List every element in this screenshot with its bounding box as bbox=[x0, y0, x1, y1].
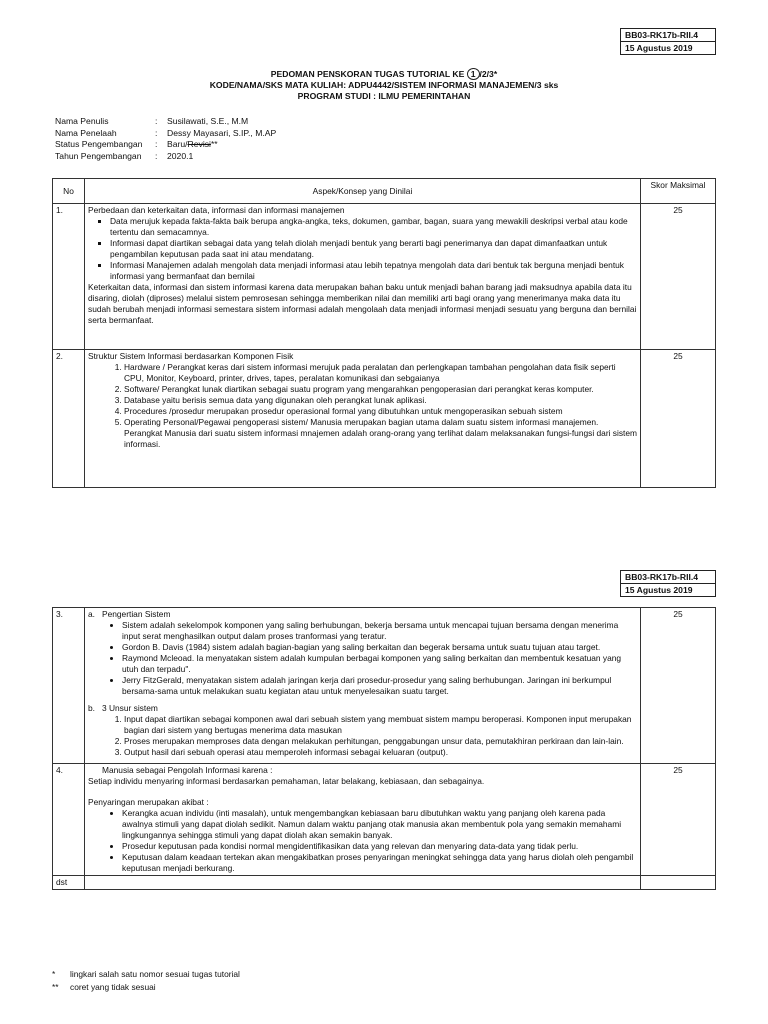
section-a-title: a. Pengertian Sistem bbox=[88, 609, 171, 619]
list-item: 2. Software/ Perangkat lunak diartikan sebagai suatu program yang mengarahkan pengoperasian dari perangkat keras komputer. bbox=[124, 384, 637, 395]
list-item: • Kerangka acuan individu (inti masalah), untuk mengembangkan kebiasaan baru dibutuhkan waktu yang panjang oleh karena pada awalnya stimuli yang dapat diolah sedikit. Namun dalam waktu panjang otak manusia akan membentuk pola yang semakin memahami lingkungannya sehingga stimuli yang dapat diolah akan semakin banyak. bbox=[122, 808, 637, 841]
meta-row-author: Nama Penulis : Susilawati, S.E., M.M bbox=[55, 116, 249, 126]
row-number: 2. bbox=[53, 350, 85, 488]
list-item: 3. Output hasil dari sebuah operasi atau memperoleh informasi sebagai keluaran (output). bbox=[124, 747, 637, 758]
header-no: No bbox=[53, 179, 85, 204]
circled-number: 1 bbox=[467, 68, 480, 80]
meta-row-status: Status Pengembangan : Baru/ Revisi ** bbox=[55, 139, 218, 149]
table-row-dst bbox=[53, 876, 716, 890]
row-title: Manusia sebagai Pengolah Informasi karena : bbox=[102, 765, 273, 775]
row-content bbox=[85, 608, 641, 764]
struck-option: Revisi bbox=[187, 139, 211, 149]
list-item: • Jerry FitzGerald, menyatakan sistem adalah jaringan kerja dari prosedur-prosedur yang saling berhubungan. Jaringan ini berkumpul bersama-sama untuk melakukan suatu kegiatan atau untuk menyelesaikan suatu target. bbox=[122, 675, 637, 697]
row-content bbox=[85, 204, 641, 350]
row-score: 25 bbox=[641, 608, 716, 764]
title-line-3: PROGRAM STUDI : ILMU PEMERINTAHAN bbox=[297, 91, 471, 101]
list-item: 5. Operating Personal/Pegawai pengoperasi sistem/ Manusia merupakan bagian utama dalam suatu sistem informasi manajemen. Perangkat Manusia dari suatu sistem informasi mnajemen adalah orang-orang yang terlihat dalam melaksanakan fungsi-fungsi dari sistem informasi. bbox=[124, 417, 637, 450]
document-code-box bbox=[620, 28, 716, 55]
section-b-title: b. 3 Unsur sistem bbox=[88, 703, 158, 713]
bullet-list bbox=[88, 620, 637, 697]
row-score: 25 bbox=[641, 764, 716, 876]
page-title bbox=[0, 68, 768, 102]
list-item: ▪ Informasi dapat diartikan sebagai data yang telah diolah menjadi bentuk yang berarti bagi penerimanya dan dapat dimanfaatkan untuk pengambilan keputusan pada saat ini atau mendatang. bbox=[110, 238, 637, 260]
list-item: • Keputusan dalam keadaan tertekan akan mengakibatkan proses penyaringan meningkat sehingga data yang harus diolah oleh pengambil keputusan menjadi berkurang. bbox=[122, 852, 637, 874]
title-line-1: PEDOMAN PENSKORAN TUGAS TUTORIAL KE 1 /2/3* bbox=[270, 69, 498, 79]
footnotes bbox=[52, 968, 240, 994]
row-content bbox=[85, 350, 641, 488]
list-item: 1. Hardware / Perangkat keras dari sistem informasi merujuk pada peralatan dan perlengkapan tambahan pengolahan data fisik seperti CPU, Monitor, Keyboard, printer, drives, tapes, peralatan komunikasi dan sebgaianya bbox=[124, 362, 637, 384]
bullet-list bbox=[88, 216, 637, 282]
doc-date: 15 Agustus 2019 bbox=[621, 42, 716, 55]
row-score: 25 bbox=[641, 350, 716, 488]
doc-date: 15 Agustus 2019 bbox=[621, 584, 716, 597]
list-item: 3. Database yaitu berisis semua data yang digunakan oleh perangkat lunak aplikasi. bbox=[124, 395, 637, 406]
list-item: ▪ Data merujuk kepada fakta-fakta baik berupa angka-angka, teks, dokumen, gambar, bagan, suara yang mewakili deskripsi verbal atau kode tertentu dan semacamnya. bbox=[110, 216, 637, 238]
list-item: 4. Procedures /prosedur merupakan prosedur operasional formal yang dibutuhkan untuk mengoperasikan sebuah sistem bbox=[124, 406, 637, 417]
list-item: 1. Input dapat diartikan sebagai komponen awal dari sebuah sistem yang membuat sistem mampu beroperasi. Komponen input merupakan bagian dari sistem yang bertugas menerima data masukan bbox=[124, 714, 637, 736]
meta-row-year: Tahun Pengembangan : 2020.1 bbox=[55, 150, 194, 161]
page-gap bbox=[0, 500, 768, 556]
table-row-3 bbox=[53, 608, 716, 764]
document-code-box bbox=[620, 570, 716, 597]
row-line: Setiap individu menyaring informasi berdasarkan pemahaman, latar belakang, kebiasaan, dan sebagainya. bbox=[88, 776, 485, 786]
row-number: 1. bbox=[53, 204, 85, 350]
numbered-list bbox=[88, 362, 637, 450]
table-row-4 bbox=[53, 764, 716, 876]
doc-code: BB03-RK17b-RII.4 bbox=[621, 29, 716, 42]
row-number: 3. bbox=[53, 608, 85, 764]
page-2 bbox=[0, 556, 768, 1024]
list-item: • Gordon B. Davis (1984) sistem adalah bagian-bagian yang saling berkaitan dan begerak bersama untuk suatu tujuan atau target. bbox=[122, 642, 637, 653]
doc-code: BB03-RK17b-RII.4 bbox=[621, 571, 716, 584]
scoring-table-1 bbox=[52, 178, 716, 488]
row-score: 25 bbox=[641, 204, 716, 350]
footnote: ** coret yang tidak sesuai bbox=[52, 982, 156, 992]
row-content bbox=[85, 764, 641, 876]
row-title: Struktur Sistem Informasi berdasarkan Komponen Fisik bbox=[88, 351, 294, 361]
header-aspek: Aspek/Konsep yang Dinilai bbox=[85, 179, 641, 204]
header-skor: Skor Maksimal bbox=[641, 179, 716, 204]
scoring-table-2 bbox=[52, 607, 716, 890]
footnote: * lingkari salah satu nomor sesuai tugas tutorial bbox=[52, 969, 240, 979]
numbered-list bbox=[88, 714, 637, 758]
row-paragraph: Keterkaitan data, informasi dan sistem informasi karena data merupakan bahan baku untuk menjadi bahan barang jadi maksudnya apabila data itu disaring, diolah (diproses) melalui sistem pemrosesan sehingga memberikan nilai dan memiliki arti bagi orang yang menerimanya maka data itu sudah berubah menjadi informasi semestara sistem informasi adalah mengolaah data menjadi informasi menjadi sesuatu yang berguna dan bernilai serta bermanfaat. bbox=[88, 282, 637, 325]
row-content bbox=[85, 876, 641, 890]
meta-row-reviewer: Nama Penelaah : Dessy Mayasari, S.IP., M.AP bbox=[55, 127, 277, 138]
page-1 bbox=[0, 0, 768, 500]
row-title: Perbedaan dan keterkaitan data, informasi dan informasi manajemen bbox=[88, 205, 345, 215]
meta-info bbox=[55, 116, 276, 162]
title-line-2: KODE/NAMA/SKS MATA KULIAH: ADPU4442/SISTEM INFORMASI MANAJEMEN/3 sks bbox=[209, 80, 559, 90]
bullet-list bbox=[88, 808, 637, 874]
list-item: • Sistem adalah sekelompok komponen yang saling berhubungan, bekerja bersama untuk mencapai tujuan bersama dengan menerima input serat menghasilkan output dalam proses tranformasi yang teratur. bbox=[122, 620, 637, 642]
list-item: 2. Proses merupakan memproses data dengan melakukan perhitungan, penggabungan unsur data, pemutakhiran perkiraan dan lain-lain. bbox=[124, 736, 637, 747]
list-item: ▪ Informasi Manajemen adalah mengolah data menjadi informasi atau lebih tepatnya mengolah data dari bentuk tak berguna menjadi bentuk informasi yang bermanfaat dan bernilai bbox=[110, 260, 637, 282]
sub-title: Penyaringan merupakan akibat : bbox=[88, 797, 209, 807]
table-row-2 bbox=[53, 350, 716, 488]
row-number: 4. bbox=[53, 764, 85, 876]
list-item: • Raymond Mcleoad. Ia menyatakan sistem adalah kumpulan berbagai komponen yang saling berkaitan dan membentuk kesatuan yang utuh dan terpadu". bbox=[122, 653, 637, 675]
row-score bbox=[641, 876, 716, 890]
table-row-1 bbox=[53, 204, 716, 350]
list-item: • Prosedur keputusan pada kondisi normal mengidentifikasikan data yang relevan dan menyaring data-data yang tidak perlu. bbox=[122, 841, 637, 852]
row-number: dst bbox=[53, 876, 85, 890]
table-header bbox=[53, 179, 716, 204]
